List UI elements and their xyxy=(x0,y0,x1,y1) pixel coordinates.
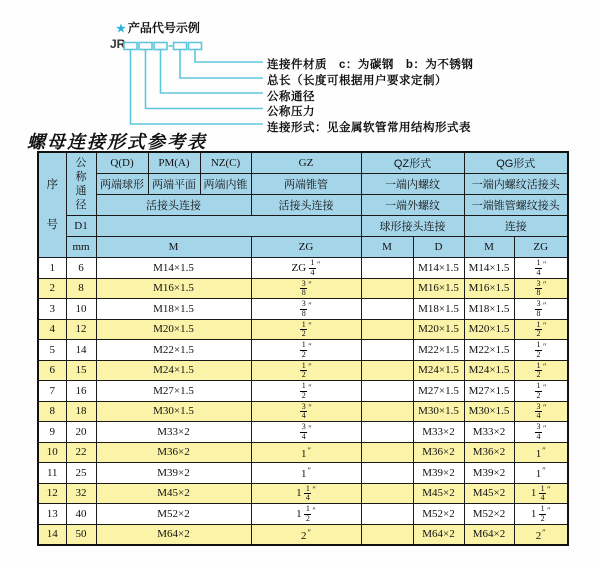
fraction: $\frac{1}{4}$ xyxy=(310,258,315,277)
cell-qg_zg xyxy=(514,422,568,443)
header-qz-m: M xyxy=(361,237,413,258)
cell-gz xyxy=(251,340,361,361)
cell-m: M52×2 xyxy=(96,504,251,525)
header-union-conn: 活接头连接 xyxy=(96,195,251,216)
cell-qz_d: M14×1.5 xyxy=(413,258,464,279)
cell-gz: 1″ xyxy=(251,442,361,463)
header-nz-desc: 两端内锥 xyxy=(200,174,251,195)
cell-no: 13 xyxy=(38,504,66,525)
cell-qz_m xyxy=(361,463,413,484)
inch-mark: ″ xyxy=(542,320,547,331)
cell-qg_zg xyxy=(514,340,568,361)
cell-dn: 12 xyxy=(66,319,96,340)
cell-qz_d: M27×1.5 xyxy=(413,381,464,402)
table-row xyxy=(38,258,568,279)
cell-qg_zg xyxy=(514,401,568,422)
fraction: $\frac{3}{8}$ xyxy=(301,299,306,318)
inch-mark: ″ xyxy=(542,381,547,392)
fraction: $\frac{1}{2}$ xyxy=(540,504,545,523)
code-box xyxy=(189,43,202,50)
inch-mark: ″ xyxy=(547,484,551,495)
header-qg-conn: 连接 xyxy=(464,216,568,237)
cell-qg_zg xyxy=(514,360,568,381)
diagram-heading-text: 产品代号示例 xyxy=(127,21,200,35)
cell-qg_zg xyxy=(514,278,568,299)
cell-qg_zg xyxy=(514,381,568,402)
header-qz-desc1: 一端内螺纹 xyxy=(361,174,464,195)
inch-mark: ″ xyxy=(542,402,547,413)
cell-qg_m: M14×1.5 xyxy=(464,258,514,279)
cell-qz_m xyxy=(361,442,413,463)
header-m: M xyxy=(96,237,251,258)
code-box xyxy=(124,43,137,50)
inch-mark: ″ xyxy=(542,422,547,433)
cell-m: M16×1.5 xyxy=(96,278,251,299)
cell-dn: 20 xyxy=(66,422,96,443)
header-qg-desc1: 一端内螺纹活接头 xyxy=(464,174,568,195)
header-tongjing-text: 公称通径 xyxy=(75,157,87,211)
cell-qg_m: M64×2 xyxy=(464,524,514,545)
cell-qg_zg: 2″ xyxy=(514,524,568,545)
table-body xyxy=(38,258,568,546)
header-xuhao-text: 序号 xyxy=(46,179,58,231)
cell-no: 7 xyxy=(38,381,66,402)
cell-no: 14 xyxy=(38,524,66,545)
cell-qg_m: M20×1.5 xyxy=(464,319,514,340)
inch-mark: ″ xyxy=(308,422,312,433)
nut-connection-table xyxy=(37,151,569,546)
cell-m: M27×1.5 xyxy=(96,381,251,402)
cell-no: 12 xyxy=(38,483,66,504)
inch-mark: ″ xyxy=(307,526,312,537)
cell-qz_d: M45×2 xyxy=(413,483,464,504)
cell-qz_d: M16×1.5 xyxy=(413,278,464,299)
header-gz: GZ xyxy=(251,152,361,174)
cell-qg_zg: 1″ xyxy=(514,463,568,484)
inch-mark: ″ xyxy=(308,340,312,351)
cell-qg_zg xyxy=(514,299,568,320)
cell-gz xyxy=(251,299,361,320)
cell-qg_m: M16×1.5 xyxy=(464,278,514,299)
header-qz-d: D xyxy=(413,237,464,258)
cell-m: M45×2 xyxy=(96,483,251,504)
cell-qg_m: M45×2 xyxy=(464,483,514,504)
table-row xyxy=(38,401,568,422)
cell-qg_m: M18×1.5 xyxy=(464,299,514,320)
header-zg: ZG xyxy=(251,237,361,258)
cell-qg_zg: 1″ xyxy=(514,442,568,463)
header-q: Q(D) xyxy=(96,152,148,174)
cell-dn: 14 xyxy=(66,340,96,361)
table-row xyxy=(38,483,568,504)
cell-dn: 16 xyxy=(66,381,96,402)
leader-line xyxy=(146,50,264,109)
cell-qz_d: M36×2 xyxy=(413,442,464,463)
cell-qz_m xyxy=(361,278,413,299)
header-d1: D1 xyxy=(66,216,96,237)
header-nz: NZ(C) xyxy=(200,152,251,174)
cell-m: M36×2 xyxy=(96,442,251,463)
cell-no: 9 xyxy=(38,422,66,443)
code-box xyxy=(154,43,167,50)
cell-no: 6 xyxy=(38,360,66,381)
cell-qz_d: M64×2 xyxy=(413,524,464,545)
inch-mark: ″ xyxy=(312,484,316,495)
fraction: $\frac{1}{2}$ xyxy=(301,360,306,380)
table-row xyxy=(38,422,568,443)
code-box xyxy=(174,43,187,50)
cell-dn: 8 xyxy=(66,278,96,299)
cell-qg_m: M22×1.5 xyxy=(464,340,514,361)
inch-mark: ″ xyxy=(308,361,312,372)
cell-gz xyxy=(251,401,361,422)
header-pm-desc: 两端平面 xyxy=(148,174,200,195)
cell-m: M39×2 xyxy=(96,463,251,484)
fraction: $\frac{1}{4}$ xyxy=(305,483,310,503)
cell-m: M20×1.5 xyxy=(96,319,251,340)
cell-qz_d: M18×1.5 xyxy=(413,299,464,320)
inch-mark: ″ xyxy=(308,381,312,392)
table-title: 螺母连接形式参考表 xyxy=(27,132,207,152)
fraction: $\frac{1}{2}$ xyxy=(301,340,306,359)
leader-line xyxy=(131,50,264,124)
table-row xyxy=(38,299,568,320)
inch-mark: ″ xyxy=(547,504,551,515)
fraction: $\frac{1}{4}$ xyxy=(540,483,545,503)
table-row xyxy=(38,504,568,525)
leader-line xyxy=(161,50,264,93)
cell-qz_m xyxy=(361,422,413,443)
table-row xyxy=(38,360,568,381)
cell-dn: 6 xyxy=(66,258,96,279)
leader-line xyxy=(180,50,263,78)
inch-mark: ″ xyxy=(312,504,316,515)
cell-gz xyxy=(251,381,361,402)
cell-gz xyxy=(251,360,361,381)
cell-no: 4 xyxy=(38,319,66,340)
fraction: $\frac{3}{4}$ xyxy=(536,401,541,421)
cell-gz xyxy=(251,278,361,299)
cell-no: 10 xyxy=(38,442,66,463)
cell-qg_m: M36×2 xyxy=(464,442,514,463)
fraction: $\frac{1}{2}$ xyxy=(536,319,541,339)
cell-qg_m: M24×1.5 xyxy=(464,360,514,381)
cell-qz_d: M30×1.5 xyxy=(413,401,464,422)
table-row xyxy=(38,319,568,340)
cell-m: M22×1.5 xyxy=(96,340,251,361)
inch-mark: ″ xyxy=(307,465,312,476)
cell-no: 11 xyxy=(38,463,66,484)
table-row xyxy=(38,340,568,361)
leader-line xyxy=(195,50,263,62)
cell-qz_m xyxy=(361,340,413,361)
inch-mark: ″ xyxy=(308,402,312,413)
cell-qz_m xyxy=(361,524,413,545)
cell-qz_d: M52×2 xyxy=(413,504,464,525)
cell-no: 3 xyxy=(38,299,66,320)
header-qz: QZ形式 xyxy=(361,152,464,174)
cell-qz_d: M33×2 xyxy=(413,422,464,443)
cell-gz: 2″ xyxy=(251,524,361,545)
inch-mark: ″ xyxy=(542,444,546,455)
fraction: $\frac{3}{4}$ xyxy=(301,422,306,441)
inch-mark: ″ xyxy=(316,258,321,269)
header-qg: QG形式 xyxy=(464,152,568,174)
cell-qg_m: M33×2 xyxy=(464,422,514,443)
fraction: $\frac{3}{4}$ xyxy=(301,401,306,421)
inch-mark: ″ xyxy=(307,444,312,455)
cell-qz_m xyxy=(361,483,413,504)
fraction: $\frac{1}{2}$ xyxy=(301,319,306,339)
fraction: $\frac{1}{2}$ xyxy=(536,381,541,400)
cell-gz: 1″ xyxy=(251,463,361,484)
header-qg-m: M xyxy=(464,237,514,258)
header-tongjing xyxy=(66,152,96,216)
cell-m: M64×2 xyxy=(96,524,251,545)
header-qg-desc2: 一端锥管螺纹接头 xyxy=(464,195,568,216)
cell-gz xyxy=(251,319,361,340)
header-qg-zg: ZG xyxy=(514,237,568,258)
cell-qz_m xyxy=(361,258,413,279)
cell-dn: 32 xyxy=(66,483,96,504)
header-gz-desc: 两端锥管 xyxy=(251,174,361,195)
cell-qz_d: M39×2 xyxy=(413,463,464,484)
fraction: $\frac{1}{2}$ xyxy=(301,381,306,400)
table-row xyxy=(38,442,568,463)
fraction: $\frac{1}{2}$ xyxy=(536,340,541,359)
cell-m: M30×1.5 xyxy=(96,401,251,422)
code-label-connection: 连接形式：见金属软管常用结构形式表 xyxy=(267,121,471,134)
cell-dn: 25 xyxy=(66,463,96,484)
cell-qg_m: M39×2 xyxy=(464,463,514,484)
cell-no: 2 xyxy=(38,278,66,299)
code-label-pressure: 公称压力 xyxy=(267,106,315,118)
cell-qz_m xyxy=(361,381,413,402)
fraction: $\frac{3}{8}$ xyxy=(301,278,306,298)
cell-dn: 50 xyxy=(66,524,96,545)
fraction: $\frac{3}{8}$ xyxy=(536,299,541,318)
cell-qg_m: M27×1.5 xyxy=(464,381,514,402)
table-row xyxy=(38,524,568,545)
cell-qg_m: M52×2 xyxy=(464,504,514,525)
code-box xyxy=(139,43,152,50)
table-row xyxy=(38,381,568,402)
code-label-material: 连接件材质 c：为碳钢 b：为不锈钢 xyxy=(267,59,474,71)
inch-mark: ″ xyxy=(542,526,546,537)
inch-mark: ″ xyxy=(542,299,547,310)
inch-mark: ″ xyxy=(542,340,547,351)
inch-mark: ″ xyxy=(542,258,547,269)
code-label-length: 总长（长度可根据用户要求定制） xyxy=(267,75,447,87)
inch-mark: ″ xyxy=(308,299,312,310)
header-q-desc: 两端球形 xyxy=(96,174,148,195)
header-empty xyxy=(96,216,361,237)
cell-no: 1 xyxy=(38,258,66,279)
table-row xyxy=(38,278,568,299)
product-code-prefix: JR xyxy=(110,37,126,51)
cell-gz: ZG $\frac{1}{4}$ ″ xyxy=(251,258,361,279)
cell-dn: 10 xyxy=(66,299,96,320)
cell-qg_zg: 1 $\frac{1}{4}$ ″ xyxy=(514,483,568,504)
fraction: $\frac{1}{2}$ xyxy=(305,504,310,523)
header-xuhao xyxy=(38,152,66,258)
cell-qg_m: M30×1.5 xyxy=(464,401,514,422)
cell-no: 5 xyxy=(38,340,66,361)
cell-qz_m xyxy=(361,299,413,320)
cell-no: 8 xyxy=(38,401,66,422)
inch-mark: ″ xyxy=(542,465,546,476)
header-gz-conn: 活接头连接 xyxy=(251,195,361,216)
header-qz-desc2: 一端外螺纹 xyxy=(361,195,464,216)
cell-dn: 15 xyxy=(66,360,96,381)
table-row xyxy=(38,463,568,484)
fraction: $\frac{1}{2}$ xyxy=(536,360,541,380)
cell-qz_m xyxy=(361,360,413,381)
cell-dn: 18 xyxy=(66,401,96,422)
fraction: $\frac{1}{4}$ xyxy=(536,258,541,277)
cell-qz_d: M20×1.5 xyxy=(413,319,464,340)
cell-qz_m xyxy=(361,319,413,340)
fraction: $\frac{3}{4}$ xyxy=(536,422,541,441)
star-icon: ★ xyxy=(116,23,126,35)
cell-gz: 1 $\frac{1}{2}$ ″ xyxy=(251,504,361,525)
cell-qz_m xyxy=(361,401,413,422)
cell-m: M33×2 xyxy=(96,422,251,443)
inch-mark: ″ xyxy=(308,320,312,331)
cell-qz_m xyxy=(361,504,413,525)
inch-mark: ″ xyxy=(542,279,547,290)
cell-dn: 40 xyxy=(66,504,96,525)
header-mm: mm xyxy=(66,237,96,258)
code-label-diameter: 公称通径 xyxy=(267,90,315,103)
cell-dn: 22 xyxy=(66,442,96,463)
cell-qg_zg xyxy=(514,319,568,340)
inch-mark: ″ xyxy=(308,279,312,290)
header-pm: PM(A) xyxy=(148,152,200,174)
cell-gz xyxy=(251,422,361,443)
header-ball-conn: 球形接头连接 xyxy=(361,216,464,237)
fraction: $\frac{3}{8}$ xyxy=(536,278,541,298)
cell-qg_zg: 1 $\frac{1}{2}$ ″ xyxy=(514,504,568,525)
cell-qz_d: M24×1.5 xyxy=(413,360,464,381)
cell-m: M24×1.5 xyxy=(96,360,251,381)
inch-mark: ″ xyxy=(542,361,547,372)
cell-gz: 1 $\frac{1}{4}$ ″ xyxy=(251,483,361,504)
cell-m: M14×1.5 xyxy=(96,258,251,279)
cell-qg_zg xyxy=(514,258,568,279)
cell-qz_d: M22×1.5 xyxy=(413,340,464,361)
table-header xyxy=(38,152,568,258)
cell-m: M18×1.5 xyxy=(96,299,251,320)
